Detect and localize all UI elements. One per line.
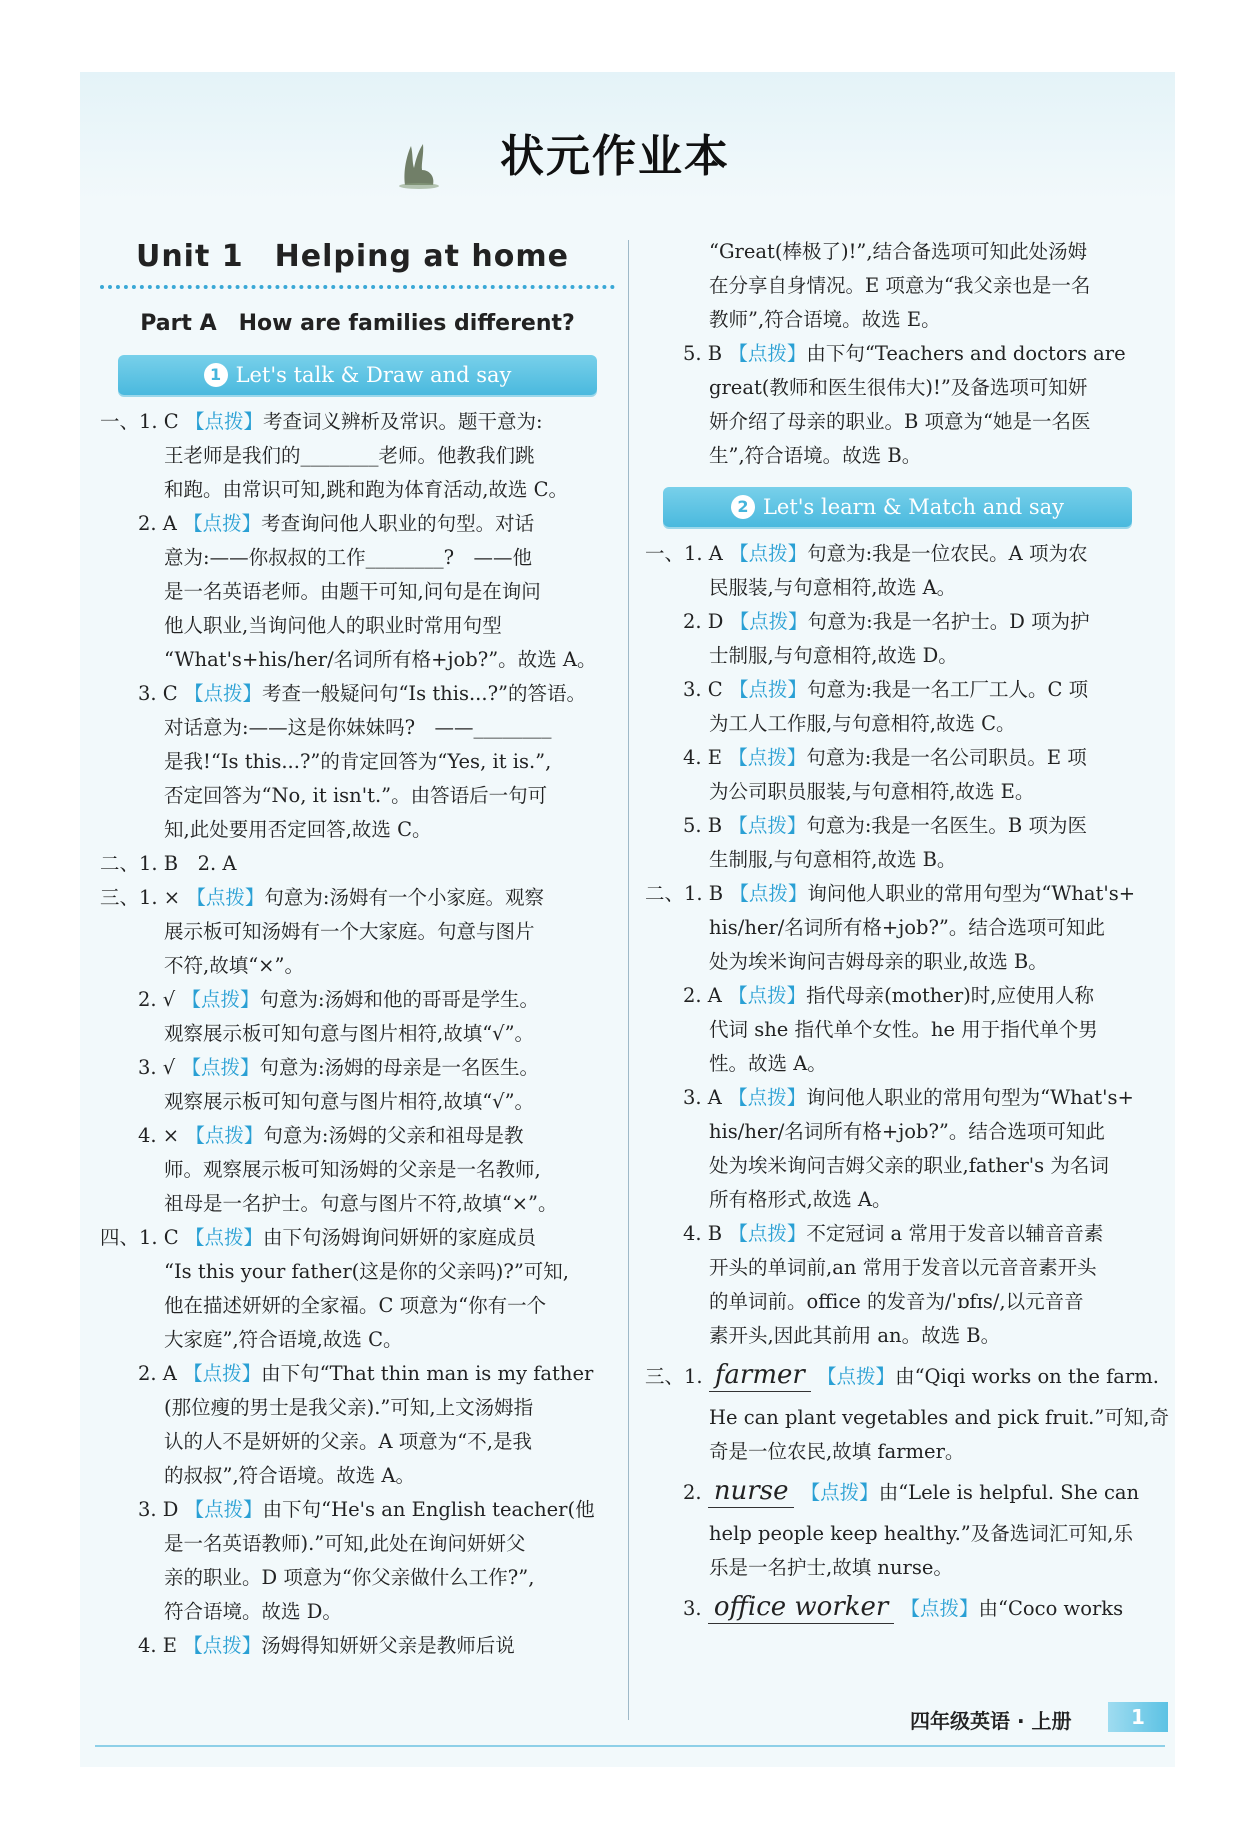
answer-line: [100, 983, 615, 1017]
answer-text: 不定冠词 a 常用于发音以辅音音素: [806, 1222, 1104, 1245]
answer-line: [100, 1493, 615, 1527]
answer-marker: 4. E: [683, 746, 723, 769]
answer-text: 指代母亲(mother)时,应使用人称: [806, 984, 1095, 1007]
answer-text: great(教师和医生很伟大)!”及备选项可知妍: [709, 376, 1088, 399]
answer-line: [100, 779, 615, 813]
answer-marker: 三、1.: [645, 1365, 703, 1388]
answer-line: [100, 949, 615, 983]
answer-line: [100, 881, 615, 915]
answer-marker: 2. A: [138, 1362, 177, 1385]
answer-line: [100, 813, 615, 847]
answer-line: [645, 1183, 1150, 1217]
answer-text: 所有格形式,故选 A。: [709, 1188, 892, 1211]
answer-marker: 一、1. A: [645, 542, 723, 565]
answer-line: [645, 1013, 1150, 1047]
hint-tag: 【点拨】: [185, 1124, 264, 1147]
answer-line: [100, 711, 615, 745]
answer-text: 的单词前。office 的发音为/ˈɒfɪs/,以元音音: [709, 1290, 1084, 1313]
answer-line: [645, 1585, 1150, 1633]
column-divider: [628, 240, 629, 1720]
answer-line: [645, 537, 1150, 571]
hint-tag: 【点拨】: [728, 984, 807, 1007]
answer-line: [645, 1251, 1150, 1285]
answer-marker: 四、1. C: [100, 1226, 179, 1249]
answer-line: [100, 1459, 615, 1493]
hint-tag: 【点拨】: [181, 988, 260, 1011]
section-label-1: Let's talk & Draw and say: [235, 363, 512, 387]
answer-marker: 2. √: [138, 988, 176, 1011]
answer-line: [100, 1289, 615, 1323]
handwritten-answer: nurse: [708, 1475, 795, 1508]
answer-line: [100, 1187, 615, 1221]
answer-marker: 3. A: [683, 1086, 722, 1109]
answer-line: [645, 1551, 1150, 1585]
answer-line: [645, 673, 1150, 707]
section-banner-2: [663, 487, 1132, 527]
answer-text: 亲的职业。D 项意为“你父亲做什么工作?”,: [164, 1566, 535, 1589]
answer-line: [100, 1629, 615, 1663]
hint-tag: 【点拨】: [728, 678, 807, 701]
answer-text: 大家庭”,符合语境,故选 C。: [164, 1328, 403, 1351]
right-column: [645, 235, 1170, 1633]
section-banner-1: [118, 355, 597, 395]
answer-line: [645, 775, 1150, 809]
answer-text: 处为埃米询问吉姆父亲的职业,father's 为名词: [709, 1154, 1109, 1177]
answer-text: 符合语境。故选 D。: [164, 1600, 342, 1623]
answer-marker: 2. A: [138, 512, 177, 535]
dotted-separator: [100, 285, 615, 289]
answer-marker: 二、1. B 2. A: [100, 852, 237, 875]
answer-text: 句意为:汤姆的母亲是一名医生。: [259, 1056, 540, 1079]
hint-tag: 【点拨】: [728, 1086, 807, 1109]
hint-tag: 【点拨】: [184, 1226, 263, 1249]
answer-text: 乐是一名护士,故填 nurse。: [709, 1556, 953, 1579]
hint-tag: 【点拨】: [183, 1634, 262, 1657]
answer-text: his/her/名词所有格+job?”。结合选项可知此: [709, 916, 1105, 939]
section-label-2: Let's learn & Match and say: [762, 495, 1065, 519]
answer-line: [645, 405, 1150, 439]
answer-marker: 5. B: [683, 814, 723, 837]
answer-marker: 二、1. B: [645, 882, 724, 905]
left-answer-list: [100, 405, 615, 1663]
answer-line: [645, 1081, 1150, 1115]
answer-text: his/her/名词所有格+job?”。结合选项可知此: [709, 1120, 1105, 1143]
answer-text: 认的人不是妍妍的父亲。A 项意为“不,是我: [164, 1430, 532, 1453]
answer-text: 考查词义辨析及常识。题干意为:: [262, 410, 543, 433]
answer-text: 为公司职员服装,与句意相符,故选 E。: [709, 780, 1035, 803]
hint-tag: 【点拨】: [817, 1365, 896, 1388]
answer-line: [100, 1357, 615, 1391]
answer-line: [645, 843, 1150, 877]
answer-text: 由下句“That thin man is my father: [261, 1362, 594, 1385]
answer-text: He can plant vegetables and pick fruit.”可知,奇: [709, 1406, 1170, 1429]
answer-text: 观察展示板可知句意与图片相符,故填“√”。: [164, 1022, 535, 1045]
hint-tag: 【点拨】: [729, 610, 808, 633]
answer-line: [100, 1051, 615, 1085]
answer-line: [100, 643, 615, 677]
answer-line: [645, 809, 1150, 843]
hint-tag: 【点拨】: [183, 1362, 262, 1385]
answer-line: [645, 1517, 1150, 1551]
answer-text: 由“Qiqi works on the farm.: [895, 1365, 1159, 1388]
answer-marker: 3. C: [683, 678, 723, 701]
hint-tag: 【点拨】: [729, 882, 808, 905]
right-answer-list-a: [645, 235, 1150, 473]
answer-text: 是一名英语教师).”可知,此处在询问妍妍父: [164, 1532, 526, 1555]
hint-tag: 【点拨】: [728, 814, 807, 837]
answer-marker: 4. ×: [138, 1124, 180, 1147]
answer-text: 询问他人职业的常用句型为“What's+: [807, 882, 1136, 905]
hint-tag: 【点拨】: [728, 746, 807, 769]
hint-tag: 【点拨】: [800, 1481, 879, 1504]
answer-text: 生制服,与句意相符,故选 B。: [709, 848, 957, 871]
answer-line: [100, 405, 615, 439]
unit-title: Unit 1 Helping at home: [135, 239, 570, 274]
answer-text: 祖母是一名护士。句意与图片不符,故填“×”。: [164, 1192, 558, 1215]
hint-tag: 【点拨】: [184, 1498, 263, 1521]
answer-line: [645, 1217, 1150, 1251]
answer-text: 代词 she 指代单个女性。he 用于指代单个男: [709, 1018, 1098, 1041]
answer-marker: 4. B: [683, 1222, 723, 1245]
answer-line: [645, 1469, 1150, 1517]
fill-in-answer-list: [645, 1353, 1170, 1633]
answer-text: 师。观察展示板可知汤姆的父亲是一名教师,: [164, 1158, 541, 1181]
hint-tag: 【点拨】: [729, 542, 808, 565]
answer-text: 展示板可知汤姆有一个大家庭。句意与图片: [164, 920, 535, 943]
answer-line: [100, 507, 615, 541]
answer-text: 开头的单词前,an 常用于发音以元音音素开头: [709, 1256, 1097, 1279]
handwritten-answer: office worker: [708, 1591, 895, 1624]
answer-line: [645, 337, 1150, 371]
answer-line: [645, 741, 1150, 775]
answer-line: [100, 1017, 615, 1051]
answer-text: 由“Lele is helpful. She can: [878, 1481, 1140, 1504]
answer-text: 句意为:我是一名工厂工人。C 项: [806, 678, 1089, 701]
answer-text: 在分享自身情况。E 项意为“我父亲也是一名: [709, 274, 1091, 297]
answer-marker: 3. D: [138, 1498, 179, 1521]
answer-marker: 三、1. ×: [100, 886, 181, 909]
answer-text: 句意为:汤姆有一个小家庭。观察: [264, 886, 544, 909]
answer-marker: 2.: [683, 1481, 702, 1504]
answer-marker: 3. √: [138, 1056, 176, 1079]
handwritten-answer: farmer: [709, 1359, 811, 1392]
answer-text: 王老师是我们的________老师。他教我们跳: [164, 444, 535, 467]
answer-text: 奇是一位农民,故填 farmer。: [709, 1440, 965, 1463]
answer-text: 句意为:汤姆的父亲和祖母是教: [263, 1124, 524, 1147]
answer-text: 否定回答为“No, it isn't.”。由答语后一句可: [164, 784, 548, 807]
answer-text: 处为埃米询问吉姆母亲的职业,故选 B。: [709, 950, 1048, 973]
answer-text: 由下句“Teachers and doctors are: [806, 342, 1126, 365]
answer-line: [100, 575, 615, 609]
hint-tag: 【点拨】: [728, 1222, 807, 1245]
answer-text: 观察展示板可知句意与图片相符,故填“√”。: [164, 1090, 535, 1113]
answer-text: 句意为:我是一名护士。D 项为护: [807, 610, 1090, 633]
answer-line: [100, 915, 615, 949]
answer-marker: 一、1. C: [100, 410, 179, 433]
footer-rule: [95, 1745, 1165, 1747]
answer-marker: 3.: [683, 1597, 702, 1620]
answer-line: [100, 1425, 615, 1459]
answer-marker: 4. E: [138, 1634, 178, 1657]
answer-text: 知,此处要用否定回答,故选 C。: [164, 818, 432, 841]
answer-line: [100, 1595, 615, 1629]
answer-text: 询问他人职业的常用句型为“What's+: [806, 1086, 1134, 1109]
answer-line: [100, 1527, 615, 1561]
answer-line: [645, 1115, 1150, 1149]
answer-line: [645, 1047, 1150, 1081]
answer-text: 素开头,因此其前用 an。故选 B。: [709, 1324, 1001, 1347]
answer-text: 和跑。由常识可知,跳和跑为体育活动,故选 C。: [164, 478, 569, 501]
answer-line: [100, 541, 615, 575]
answer-line: [645, 979, 1150, 1013]
answer-marker: 2. D: [683, 610, 724, 633]
hint-tag: 【点拨】: [186, 886, 265, 909]
answer-line: [645, 269, 1150, 303]
section-number-2: 2: [731, 495, 755, 519]
answer-text: 民服装,与句意相符,故选 A。: [709, 576, 957, 599]
answer-text: 句意为:汤姆和他的哥哥是学生。: [259, 988, 540, 1011]
answer-line: [100, 1323, 615, 1357]
answer-text: 考查一般疑问句“Is this...?”的答语。: [261, 682, 586, 705]
hint-tag: 【点拨】: [183, 682, 262, 705]
answer-text: 句意为:我是一名公司职员。E 项: [806, 746, 1087, 769]
answer-line: [645, 235, 1150, 269]
answer-line: [100, 609, 615, 643]
footer-subject: 四年级英语 · 上册: [910, 1709, 1072, 1733]
answer-text: 不符,故填“×”。: [164, 954, 304, 977]
answer-text: 为工人工作服,与句意相符,故选 C。: [709, 712, 1016, 735]
answer-line: [100, 677, 615, 711]
answer-line: [100, 1561, 615, 1595]
answer-line: [100, 1085, 615, 1119]
rabbit-logo-icon: [395, 140, 445, 190]
section-number-1: 1: [204, 363, 228, 387]
answer-line: [100, 847, 615, 881]
answer-text: 他在描述妍妍的全家福。C 项意为“你有一个: [164, 1294, 547, 1317]
answer-line: [100, 439, 615, 473]
answer-line: [645, 1319, 1150, 1353]
hint-tag: 【点拨】: [728, 342, 807, 365]
hint-tag: 【点拨】: [184, 410, 263, 433]
answer-text: 是我!“Is this...?”的肯定回答为“Yes, it is.”,: [164, 750, 552, 773]
answer-line: [100, 1221, 615, 1255]
answer-text: help people keep healthy.”及备选词汇可知,乐: [709, 1522, 1133, 1545]
book-title: 状元作业本: [500, 131, 730, 182]
answer-line: [645, 1285, 1150, 1319]
answer-line: [645, 877, 1150, 911]
answer-marker: 5. B: [683, 342, 723, 365]
answer-text: “Is this your father(这是你的父亲吗)?”可知,: [164, 1260, 569, 1283]
answer-line: [645, 1435, 1150, 1469]
answer-text: 句意为:我是一位农民。A 项为农: [807, 542, 1088, 565]
answer-line: [645, 371, 1150, 405]
hint-tag: 【点拨】: [900, 1597, 979, 1620]
answer-text: 教师”,符合语境。故选 E。: [709, 308, 941, 331]
page-number: 1: [1108, 1702, 1168, 1732]
answer-line: [645, 439, 1150, 473]
answer-text: 汤姆得知妍妍父亲是教师后说: [261, 1634, 515, 1657]
answer-line: [645, 571, 1150, 605]
answer-text: 对话意为:——这是你妹妹吗? ——________: [164, 716, 552, 739]
answer-line: [645, 1149, 1150, 1183]
answer-text: 生”,符合语境。故选 B。: [709, 444, 922, 467]
answer-line: [645, 707, 1150, 741]
answer-line: [645, 1353, 1159, 1401]
answer-line: [645, 605, 1150, 639]
left-column: [100, 235, 615, 1663]
right-answer-list-b: [645, 537, 1150, 1353]
answer-text: (那位瘦的男士是我父亲).”可知,上文汤姆指: [164, 1396, 534, 1419]
answer-line: [100, 745, 615, 779]
answer-text: “Great(棒极了)!”,结合备选项可知此处汤姆: [709, 240, 1088, 263]
answer-line: [645, 639, 1150, 673]
answer-text: 意为:——你叔叔的工作________? ——他: [164, 546, 533, 569]
answer-text: 考查询问他人职业的句型。对话: [261, 512, 535, 535]
hint-tag: 【点拨】: [183, 512, 262, 535]
answer-line: [100, 1119, 615, 1153]
answer-line: [645, 303, 1150, 337]
answer-line: [645, 945, 1150, 979]
answer-text: 由下句“He's an English teacher(他: [262, 1498, 595, 1521]
part-title: Part A How are families different?: [140, 311, 575, 336]
answer-line: [645, 911, 1150, 945]
answer-line: [100, 1255, 615, 1289]
answer-line: [645, 1401, 1170, 1435]
answer-line: [100, 1391, 615, 1425]
answer-text: 由“Coco works: [978, 1597, 1124, 1620]
answer-text: 句意为:我是一名医生。B 项为医: [806, 814, 1087, 837]
answer-text: 是一名英语老师。由题干可知,问句是在询问: [164, 580, 541, 603]
answer-text: 性。故选 A。: [709, 1052, 827, 1075]
answer-text: 由下句汤姆询问妍妍的家庭成员: [262, 1226, 536, 1249]
answer-marker: 2. A: [683, 984, 722, 1007]
answer-marker: 3. C: [138, 682, 178, 705]
answer-text: 士制服,与句意相符,故选 D。: [709, 644, 958, 667]
answer-text: 他人职业,当询问他人的职业时常用句型: [164, 614, 502, 637]
answer-line: [100, 1153, 615, 1187]
hint-tag: 【点拨】: [181, 1056, 260, 1079]
answer-line: [100, 473, 615, 507]
answer-text: 的叔叔”,符合语境。故选 A。: [164, 1464, 415, 1487]
answer-text: 妍介绍了母亲的职业。B 项意为“她是一名医: [709, 410, 1091, 433]
answer-text: “What's+his/her/名词所有格+job?”。故选 A。: [164, 648, 597, 671]
